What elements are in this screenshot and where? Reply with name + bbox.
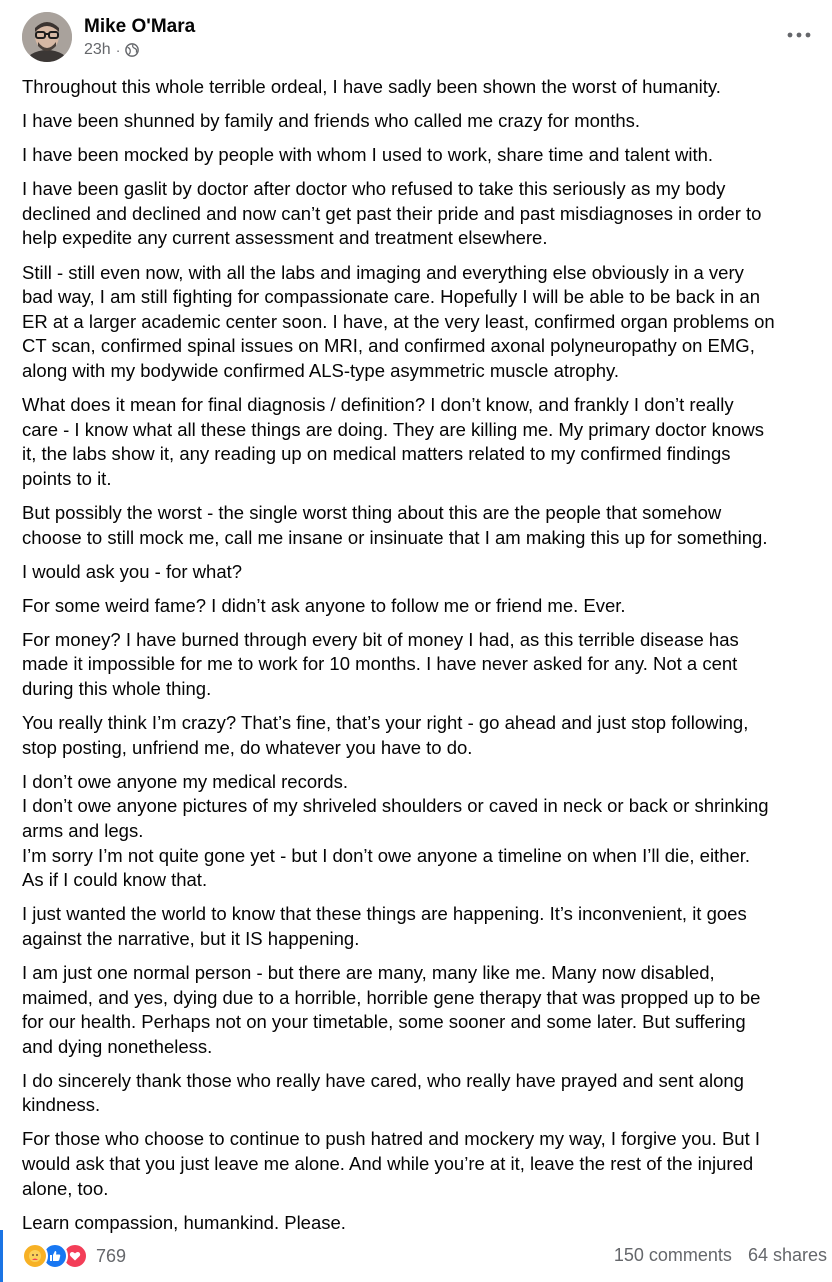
post-text-line: I’m sorry I’m not quite gone yet - but I don’t owe anyone a timeline on when I’ll die, either. bbox=[22, 844, 751, 866]
post-text-line: points to it. bbox=[22, 467, 112, 489]
post-text-line: Learn compassion, humankind. Please. bbox=[22, 1211, 346, 1233]
post-paragraph bbox=[22, 1069, 827, 1118]
shares-count-link[interactable]: 64 shares bbox=[747, 1245, 827, 1265]
post-paragraph bbox=[22, 711, 827, 760]
reaction-summary[interactable] bbox=[22, 1243, 126, 1269]
post-paragraph bbox=[22, 177, 827, 251]
post-text-line: For some weird fame? I didn’t ask anyone to follow me or friend me. Ever. bbox=[22, 594, 626, 616]
post-text-line: stop posting, unfriend me, do whatever you have to do. bbox=[22, 736, 473, 758]
post-text-line: alone, too. bbox=[22, 1177, 109, 1199]
post-text-line: I have been gaslit by doctor after doctor who refused to take this seriously as my body bbox=[22, 178, 726, 200]
post-text-line: Throughout this whole terrible ordeal, I have sadly been shown the worst of humanity. bbox=[22, 76, 721, 97]
post-text-line: declined and declined and now can’t get past their pride and past misdiagnoses in order to bbox=[22, 202, 762, 224]
post-text-line: For those who choose to continue to push hatred and mockery my way, I forgive you. But I bbox=[22, 1128, 760, 1150]
post-text-line: As if I could know that. bbox=[22, 869, 208, 891]
reaction-count: 769 bbox=[96, 1245, 127, 1266]
post-text-line: maimed, and yes, dying due to a horrible, horrible gene therapy that was propped up to be bbox=[22, 986, 761, 1008]
comments-count-link[interactable]: 150 comments bbox=[613, 1245, 732, 1265]
post-text-line: What does it mean for final diagnosis / definition? I don’t know, and frankly I don’t really bbox=[22, 394, 734, 416]
post-text-line: for our health. Perhaps not on your timetable, some sooner and some later. But suffering bbox=[22, 1011, 746, 1033]
engagement-counts bbox=[614, 1245, 827, 1266]
meta-separator: · bbox=[115, 42, 121, 58]
post-text-line: along with my bodywide confirmed ALS-type asymmetric muscle atrophy. bbox=[22, 359, 620, 381]
post-header bbox=[22, 12, 822, 64]
post-footer bbox=[22, 1240, 827, 1272]
post-text-line: kindness. bbox=[22, 1094, 101, 1116]
post-text-line: I have been shunned by family and friends who called me crazy for months. bbox=[22, 110, 641, 132]
post-paragraph bbox=[22, 501, 827, 550]
post-text-line: I have been mocked by people with whom I used to work, share time and talent with. bbox=[22, 144, 714, 166]
post-paragraph bbox=[22, 560, 827, 585]
post-text-line: would ask that you just leave me alone. And while you’re at it, leave the rest of the injured bbox=[22, 1153, 754, 1175]
post-text-line: made it impossible for me to work for 10 months. I have never asked for any. Not a cent bbox=[22, 653, 738, 675]
post-text-line: care - I know what all these things are doing. They are killing me. My primary doctor knows bbox=[22, 418, 765, 440]
post-text-line: I just wanted the world to know that these things are happening. It’s inconvenient, it goes bbox=[22, 903, 747, 925]
post-text-line: I am just one normal person - but there are many, many like me. Many now disabled, bbox=[22, 961, 715, 983]
post-text-line: But possibly the worst - the single worst thing about this are the people that somehow bbox=[22, 501, 722, 523]
post-text-line: it, the labs show it, any reading up on medical matters related to my confirmed findings bbox=[22, 443, 731, 465]
post-text-line: and dying nonetheless. bbox=[22, 1035, 213, 1057]
post-text-line: ER at a larger academic center soon. I have, at the very least, confirmed organ problems on bbox=[22, 310, 775, 332]
post-paragraph bbox=[22, 109, 827, 134]
post-text-line: Still - still even now, with all the labs and imaging and everything else obviously in a very bbox=[22, 261, 744, 283]
globe-icon[interactable] bbox=[125, 43, 139, 57]
post-paragraph bbox=[22, 628, 827, 702]
post-paragraph bbox=[22, 143, 827, 168]
post-body bbox=[22, 75, 827, 1245]
post-paragraph bbox=[22, 261, 827, 384]
post-paragraph bbox=[22, 1127, 827, 1201]
post-text-line: I do sincerely thank those who really have cared, who really have prayed and sent along bbox=[22, 1069, 744, 1091]
post-meta bbox=[84, 41, 139, 59]
focus-accent-bar bbox=[0, 1230, 3, 1282]
post-timestamp[interactable]: 23h bbox=[84, 41, 111, 58]
post-text-line: I don’t owe anyone my medical records. bbox=[22, 770, 348, 792]
post-paragraph bbox=[22, 594, 827, 619]
post-paragraph bbox=[22, 1211, 827, 1236]
more-options-icon[interactable] bbox=[782, 22, 816, 48]
post-text-line: arms and legs. bbox=[22, 819, 144, 841]
post-text-line: I don’t owe anyone pictures of my shriveled shoulders or caved in neck or back or shrinking bbox=[22, 795, 769, 817]
post-paragraph bbox=[22, 902, 827, 951]
post-text-line: For money? I have burned through every bit of money I had, as this terrible disease has bbox=[22, 628, 739, 650]
care-reaction-icon bbox=[22, 1243, 48, 1269]
post-paragraph bbox=[22, 770, 827, 893]
avatar[interactable] bbox=[22, 12, 72, 62]
post-paragraph bbox=[22, 75, 827, 100]
post-text-line: I would ask you - for what? bbox=[22, 560, 243, 582]
author-name[interactable]: Mike O'Mara bbox=[84, 16, 196, 37]
post-paragraph bbox=[22, 393, 827, 491]
post-text-line: help expedite any current assessment and treatment elsewhere. bbox=[22, 227, 548, 249]
post-text-line: against the narrative, but it IS happening. bbox=[22, 927, 360, 949]
post-text-line: bad way, I am still fighting for compassionate care. Hopefully I will be able to be back in an bbox=[22, 286, 760, 308]
post-text-line: You really think I’m crazy? That’s fine, that’s your right - go ahead and just stop following, bbox=[22, 712, 749, 734]
post-text-line: choose to still mock me, call me insane or insinuate that I am making this up for something. bbox=[22, 526, 768, 548]
post-text-line: CT scan, confirmed spinal issues on MRI, and confirmed axonal polyneuropathy on EMG, bbox=[22, 335, 755, 357]
post-paragraph bbox=[22, 961, 827, 1059]
post-text-line: during this whole thing. bbox=[22, 677, 212, 699]
